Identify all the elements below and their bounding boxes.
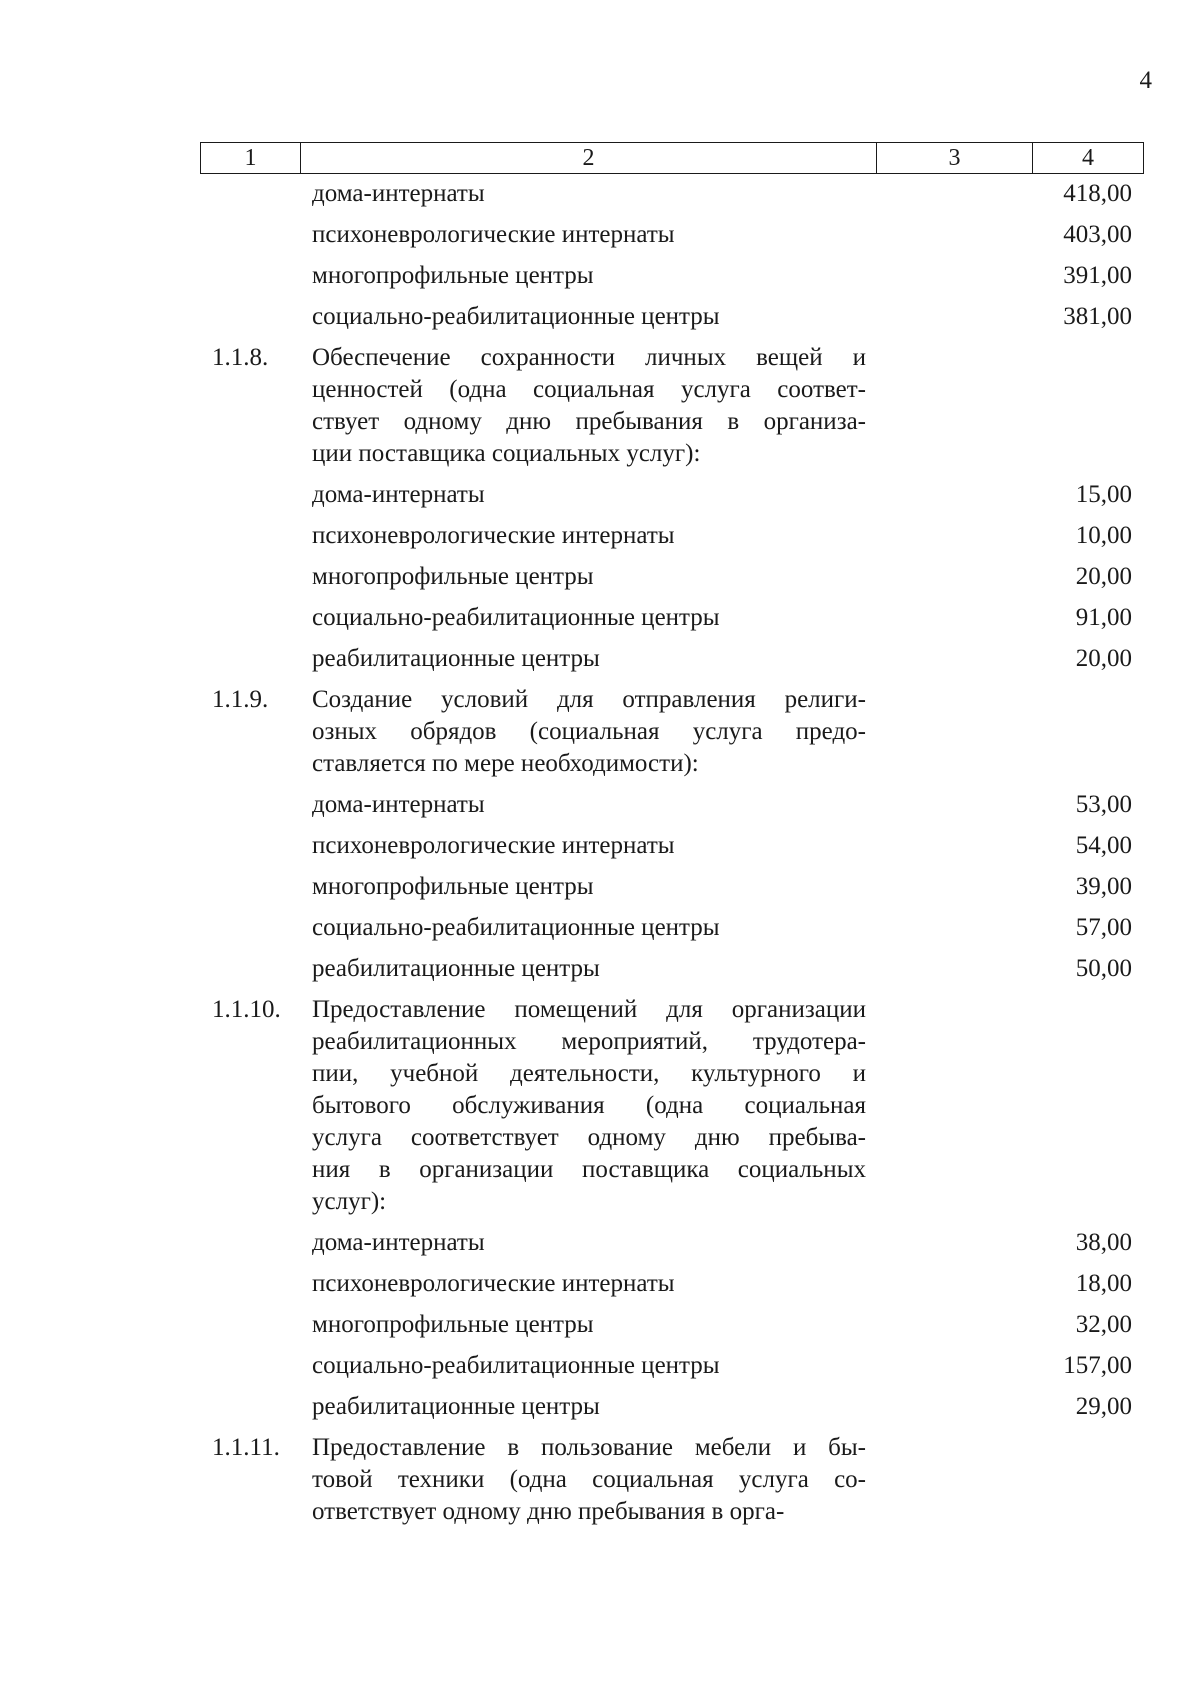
price-value: 39,00 <box>1075 873 1132 900</box>
item-description <box>312 912 866 944</box>
description-line: реабилитационные центры <box>312 645 600 672</box>
price-value: 57,00 <box>1075 914 1132 941</box>
price-value: 20,00 <box>1075 563 1132 590</box>
description-line: услуг): <box>312 1188 387 1215</box>
item-number: 1.1.11. <box>212 1434 280 1461</box>
description-line: социально-реабилитационные центры <box>312 303 720 330</box>
description-line: ния в организации поставщика социальных <box>312 1156 866 1183</box>
description-line: дома-интернаты <box>312 180 485 207</box>
description-line: психоневрологические интернаты <box>312 832 675 859</box>
description-line: дома-интернаты <box>312 791 485 818</box>
item-description <box>312 1268 866 1300</box>
description-line: дома-интернаты <box>312 1229 485 1256</box>
description-line: реабилитационных мероприятий, трудотера- <box>312 1028 866 1055</box>
price-value: 53,00 <box>1075 791 1132 818</box>
page-number: 4 <box>1139 67 1152 94</box>
item-description <box>312 1309 866 1341</box>
item-description <box>312 1391 866 1423</box>
price-value: 32,00 <box>1075 1311 1132 1338</box>
price-value: 157,00 <box>1063 1352 1132 1379</box>
item-description <box>312 1227 866 1259</box>
description-line: Создание условий для отправления религи- <box>312 686 866 713</box>
item-number: 1.1.9. <box>212 686 269 713</box>
description-line: реабилитационные центры <box>312 955 600 982</box>
description-line: Обеспечение сохранности личных вещей и <box>312 344 866 371</box>
header-col-4: 4 <box>1082 144 1094 171</box>
item-description <box>312 561 866 593</box>
header-col-2: 2 <box>301 143 877 173</box>
item-description <box>312 871 866 903</box>
price-value: 20,00 <box>1075 645 1132 672</box>
item-description <box>312 301 866 333</box>
item-description <box>312 953 866 985</box>
item-description <box>312 342 866 470</box>
description-line: бытового обслуживания (одна социальная <box>312 1092 866 1119</box>
description-line: озных обрядов (социальная услуга предо- <box>312 718 866 745</box>
item-description <box>312 994 866 1218</box>
price-value: 29,00 <box>1075 1393 1132 1420</box>
price-value: 91,00 <box>1075 604 1132 631</box>
item-description <box>312 789 866 821</box>
description-line: товой техники (одна социальная услуга со- <box>312 1466 866 1493</box>
description-line: Предоставление помещений для организации <box>312 996 866 1023</box>
description-line: социально-реабилитационные центры <box>312 1352 720 1379</box>
description-line: ствует одному дню пребывания в организа- <box>312 408 866 435</box>
description-line: ценностей (одна социальная услуга соответ- <box>312 376 866 403</box>
price-value: 18,00 <box>1075 1270 1132 1297</box>
description-line: ставляется по мере необходимости): <box>312 750 699 777</box>
description-line: психоневрологические интернаты <box>312 1270 675 1297</box>
price-value: 403,00 <box>1063 221 1132 248</box>
description-line: ответствует одному дню пребывания в орга- <box>312 1498 785 1525</box>
item-description <box>312 479 866 511</box>
description-line: Предоставление в пользование мебели и бы- <box>312 1434 866 1461</box>
description-line: ции поставщика социальных услуг): <box>312 440 701 467</box>
description-line: многопрофильные центры <box>312 1311 594 1338</box>
description-line: психоневрологические интернаты <box>312 522 675 549</box>
description-line: социально-реабилитационные центры <box>312 604 720 631</box>
description-line: многопрофильные центры <box>312 873 594 900</box>
item-description <box>312 1350 866 1382</box>
description-line: социально-реабилитационные центры <box>312 914 720 941</box>
description-line: многопрофильные центры <box>312 563 594 590</box>
price-value: 381,00 <box>1063 303 1132 330</box>
item-description <box>312 602 866 634</box>
item-description <box>312 219 866 251</box>
description-line: услуга соответствует одному дню пребыва- <box>312 1124 866 1151</box>
description-line: психоневрологические интернаты <box>312 221 675 248</box>
item-description <box>312 684 866 780</box>
item-number: 1.1.8. <box>212 344 269 371</box>
item-description <box>312 260 866 292</box>
item-number: 1.1.10. <box>212 996 281 1023</box>
price-value: 54,00 <box>1075 832 1132 859</box>
price-value: 15,00 <box>1075 481 1132 508</box>
description-line: пии, учебной деятельности, культурного и <box>312 1060 866 1087</box>
description-line: многопрофильные центры <box>312 262 594 289</box>
header-col-3: 3 <box>877 143 1033 173</box>
price-value: 418,00 <box>1063 180 1132 207</box>
item-description <box>312 1432 866 1528</box>
table-header <box>200 142 1144 174</box>
item-description <box>312 643 866 675</box>
item-description <box>312 830 866 862</box>
price-value: 10,00 <box>1075 522 1132 549</box>
description-line: дома-интернаты <box>312 481 485 508</box>
price-value: 391,00 <box>1063 262 1132 289</box>
item-description <box>312 520 866 552</box>
price-value: 38,00 <box>1075 1229 1132 1256</box>
price-value: 50,00 <box>1075 955 1132 982</box>
header-col-1: 1 <box>201 143 301 173</box>
item-description <box>312 178 866 210</box>
description-line: реабилитационные центры <box>312 1393 600 1420</box>
